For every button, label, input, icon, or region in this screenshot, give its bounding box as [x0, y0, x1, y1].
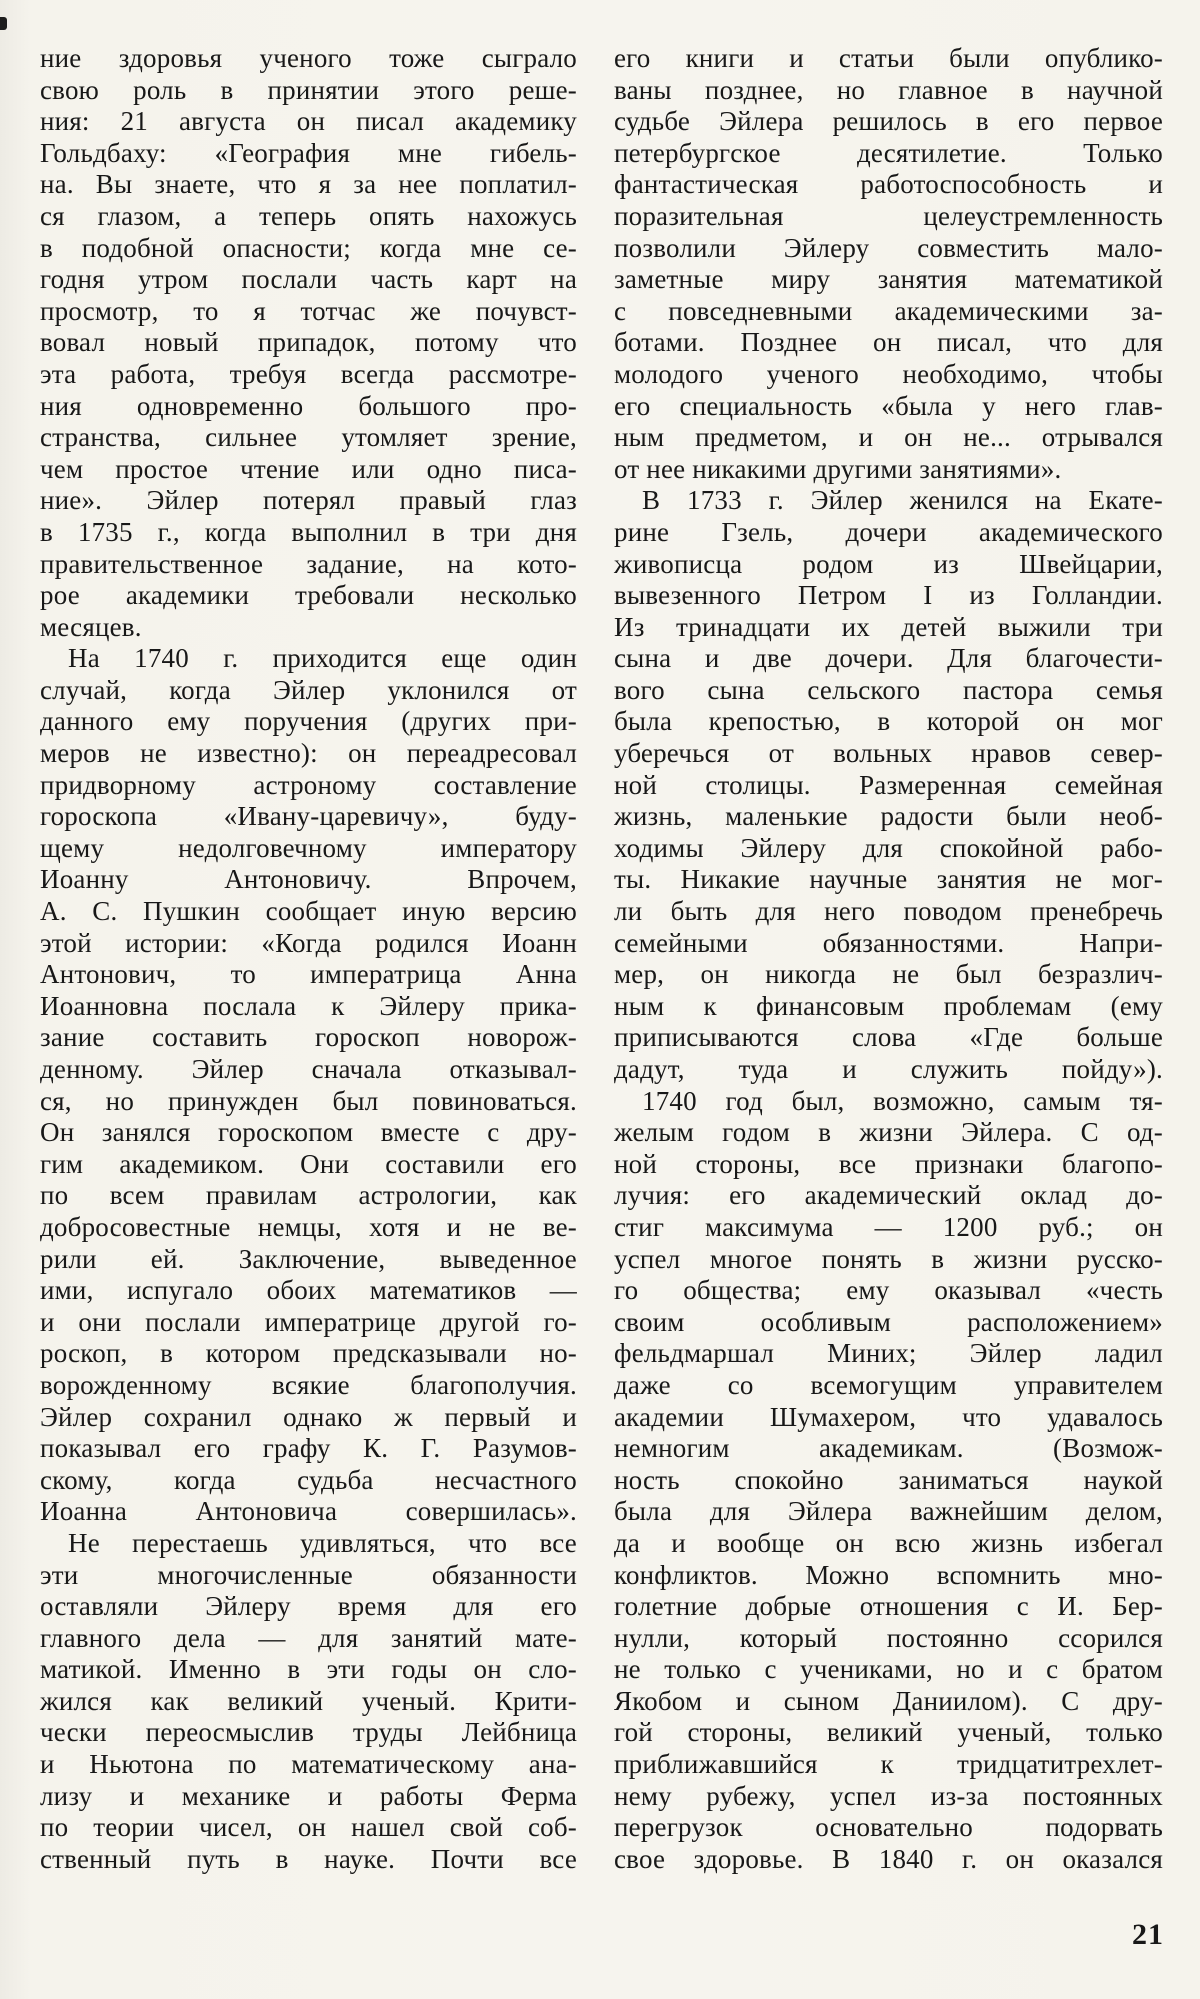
text-line: ли быть для него поводом пренебречь: [614, 896, 1163, 927]
text-line: ния: 21 августа он писал академику: [40, 106, 577, 137]
text-line: придворному астроному составление: [40, 769, 577, 800]
text-line: Иоанновна послала к Эйлеру прика-: [40, 990, 577, 1021]
text-line: позволили Эйлеру совместить мало-: [614, 232, 1163, 263]
text-line: конфликтов. Можно вспомнить мно-: [614, 1559, 1163, 1590]
text-line: да и вообще он всю жизнь избегал: [614, 1527, 1163, 1558]
text-line: не только с учениками, но и с братом: [614, 1654, 1163, 1685]
text-line: гим академиком. Они составили его: [40, 1148, 577, 1179]
text-line: ворожденному всякие благополучия.: [40, 1369, 577, 1400]
text-line: заметные миру занятия математикой: [614, 264, 1163, 295]
text-line: академии Шумахером, что удавалось: [614, 1401, 1163, 1432]
text-line: петербургское десятилетие. Только: [614, 137, 1163, 168]
text-line: дадут, туда и служить пойду»).: [614, 1054, 1163, 1084]
text-line: вого сына сельского пастора семья: [614, 674, 1163, 705]
text-line: приписываются слова «Где больше: [614, 1022, 1163, 1053]
text-line: жизнь, маленькие радости были необ-: [614, 801, 1163, 832]
text-line: была крепостью, в которой он мог: [614, 706, 1163, 737]
text-line: Гольдбаху: «География мне гибель-: [40, 137, 577, 168]
text-line: годня утром послали часть карт на: [40, 264, 577, 295]
text-line: лизу и механике и работы Ферма: [40, 1780, 577, 1811]
text-line: ным предметом, и он не... отрывался: [614, 422, 1163, 453]
text-line: лучия: его академический оклад до-: [614, 1180, 1163, 1211]
text-line: свою роль в принятии этого реше-: [40, 74, 577, 105]
text-line: чем простое чтение или одно писа-: [40, 453, 577, 484]
text-line: роскоп, в котором предсказывали но-: [40, 1338, 577, 1369]
text-line: вовал новый припадок, потому что: [40, 327, 577, 358]
text-line: эти многочисленные обязанности: [40, 1559, 577, 1590]
text-line: была для Эйлера важнейшим делом,: [614, 1496, 1163, 1527]
text-line: уберечься от вольных нравов север-: [614, 738, 1163, 769]
text-line: ходимы Эйлеру для спокойной рабо-: [614, 832, 1163, 863]
text-line: даже со всемогущим управителем: [614, 1369, 1163, 1400]
text-line: с повседневными академическими за-: [614, 295, 1163, 326]
text-line: по теории чисел, он нашел свой соб-: [40, 1812, 577, 1843]
text-line: молодого ученого необходимо, чтобы: [614, 358, 1163, 389]
text-line: ной столицы. Размеренная семейная: [614, 769, 1163, 800]
text-line: поразительная целеустремленность: [614, 200, 1163, 231]
text-line: нулли, который постоянно ссорился: [614, 1622, 1163, 1653]
text-line: стиг максимума — 1200 руб.; он: [614, 1211, 1163, 1242]
text-line: Якобом и сыном Даниилом). С дру-: [614, 1685, 1163, 1716]
text-line: Иоанну Антоновичу. Впрочем,: [40, 864, 577, 895]
text-line: нему рубежу, успел из-за постоянных: [614, 1780, 1163, 1811]
text-line: мер, он никогда не был безразлич-: [614, 959, 1163, 990]
text-line: добросовестные немцы, хотя и не ве-: [40, 1211, 577, 1242]
text-line: ния одновременно большого про-: [40, 390, 577, 421]
text-line: го общества; ему оказывал «честь: [614, 1275, 1163, 1306]
text-line: случай, когда Эйлер уклонился от: [40, 674, 577, 705]
text-line: В 1733 г. Эйлер женился на Екате-: [642, 485, 1163, 516]
text-line: скому, когда судьба несчастного: [40, 1464, 577, 1495]
text-line: семейными обязанностями. Напри-: [614, 927, 1163, 958]
text-line: Не перестаешь удивляться, что все: [68, 1527, 577, 1558]
text-line: гой стороны, великий ученый, только: [614, 1717, 1163, 1748]
text-line: этой истории: «Когда родился Иоанн: [40, 927, 577, 958]
text-line: меров не известно): он переадресовал: [40, 738, 577, 769]
text-line: оставляли Эйлеру время для его: [40, 1591, 577, 1622]
text-line: судьбе Эйлера решилось в его первое: [614, 106, 1163, 137]
text-line: ность спокойно заниматься наукой: [614, 1464, 1163, 1495]
text-line: зание составить гороскоп новорож-: [40, 1022, 577, 1053]
text-line: данного ему поручения (других при-: [40, 706, 577, 737]
text-line: своим особливым расположением»: [614, 1306, 1163, 1337]
text-line: странства, сильнее утомляет зрение,: [40, 422, 577, 453]
text-line: денному. Эйлер сначала отказывал-: [40, 1054, 577, 1084]
text-line: главного дела — для занятий мате-: [40, 1622, 577, 1653]
text-line: матикой. Именно в эти годы он сло-: [40, 1654, 577, 1685]
text-line: чески переосмыслив труды Лейбница: [40, 1717, 577, 1748]
text-line: месяцев.: [40, 611, 142, 642]
text-line: фантастическая работоспособность и: [614, 169, 1163, 200]
text-line: перегрузок основательно подорвать: [614, 1812, 1163, 1843]
text-line: в подобной опасности; когда мне се-: [40, 232, 577, 263]
text-line: приближавшийся к тридцатитрехлет-: [614, 1749, 1163, 1780]
text-line: рили ей. Заключение, выведенное: [40, 1243, 577, 1274]
text-line: и они послали императрице другой го-: [40, 1306, 577, 1337]
text-line: рине Гзель, дочери академического: [614, 516, 1163, 547]
text-line: сына и две дочери. Для благочести-: [614, 643, 1163, 674]
text-line: щему недолговечному императору: [40, 832, 577, 863]
text-line: голетние добрые отношения с И. Бер-: [614, 1591, 1163, 1622]
text-column-left: [40, 43, 577, 1875]
text-line: желым годом в жизни Эйлера. С од-: [614, 1117, 1163, 1148]
text-line: живописца родом из Швейцарии,: [614, 548, 1163, 579]
text-line: показывал его графу К. Г. Разумов-: [40, 1433, 577, 1464]
text-column-right: [614, 43, 1163, 1875]
scan-artifact-mark: [0, 17, 7, 30]
text-line: Эйлер сохранил однако ж первый и: [40, 1401, 577, 1432]
text-line: Он занялся гороскопом вместе с дру-: [40, 1117, 577, 1148]
text-line: ние». Эйлер потерял правый глаз: [40, 485, 577, 516]
text-line: жился как великий ученый. Крити-: [40, 1685, 577, 1716]
text-line: его специальность «была у него глав-: [614, 390, 1163, 421]
text-line: ваны позднее, но главное в научной: [614, 74, 1163, 105]
text-line: в 1735 г., когда выполнил в три дня: [40, 516, 577, 547]
text-line: его книги и статьи были опублико-: [614, 43, 1163, 73]
text-line: ным к финансовым проблемам (ему: [614, 990, 1163, 1021]
text-line: ботами. Позднее он писал, что для: [614, 327, 1163, 358]
text-line: от нее никакими другими занятиями».: [614, 453, 1062, 484]
text-line: Иоанна Антоновича совершилась».: [40, 1496, 577, 1527]
text-line: ся глазом, а теперь опять нахожусь: [40, 200, 577, 231]
text-line: Антонович, то императрица Анна: [40, 959, 577, 990]
text-line: ние здоровья ученого тоже сыграло: [40, 43, 577, 73]
text-line: немногим академикам. (Возмож-: [614, 1433, 1163, 1464]
text-line: вывезенного Петром I из Голландии.: [614, 580, 1163, 611]
text-line: ственный путь в науке. Почти все: [40, 1843, 577, 1874]
text-line: просмотр, то я тотчас же почувст-: [40, 295, 577, 326]
text-line: свое здоровье. В 1840 г. он оказался: [614, 1843, 1163, 1874]
text-line: ся, но принужден был повиноваться.: [40, 1085, 577, 1116]
text-line: эта работа, требуя всегда рассмотре-: [40, 358, 577, 389]
text-line: ими, испугало обоих математиков —: [40, 1275, 577, 1306]
text-line: 1740 год был, возможно, самым тя-: [642, 1085, 1163, 1116]
text-line: рое академики требовали несколько: [40, 580, 577, 611]
text-line: на. Вы знаете, что я за нее поплатил-: [40, 169, 577, 200]
text-line: правительственное задание, на кото-: [40, 548, 577, 579]
text-line: На 1740 г. приходится еще один: [68, 643, 577, 674]
text-line: гороскопа «Ивану-царевичу», буду-: [40, 801, 577, 832]
text-line: А. С. Пушкин сообщает иную версию: [40, 896, 577, 927]
text-line: Из тринадцати их детей выжили три: [614, 611, 1163, 642]
text-line: по всем правилам астрологии, как: [40, 1180, 577, 1211]
text-line: фельдмаршал Миних; Эйлер ладил: [614, 1338, 1163, 1369]
text-line: и Ньютона по математическому ана-: [40, 1749, 577, 1780]
page-number: 21: [1132, 1918, 1164, 1951]
text-line: успел многое понять в жизни русско-: [614, 1243, 1163, 1274]
text-line: ты. Никакие научные занятия не мог-: [614, 864, 1163, 895]
text-line: ной стороны, все признаки благопо-: [614, 1148, 1163, 1179]
